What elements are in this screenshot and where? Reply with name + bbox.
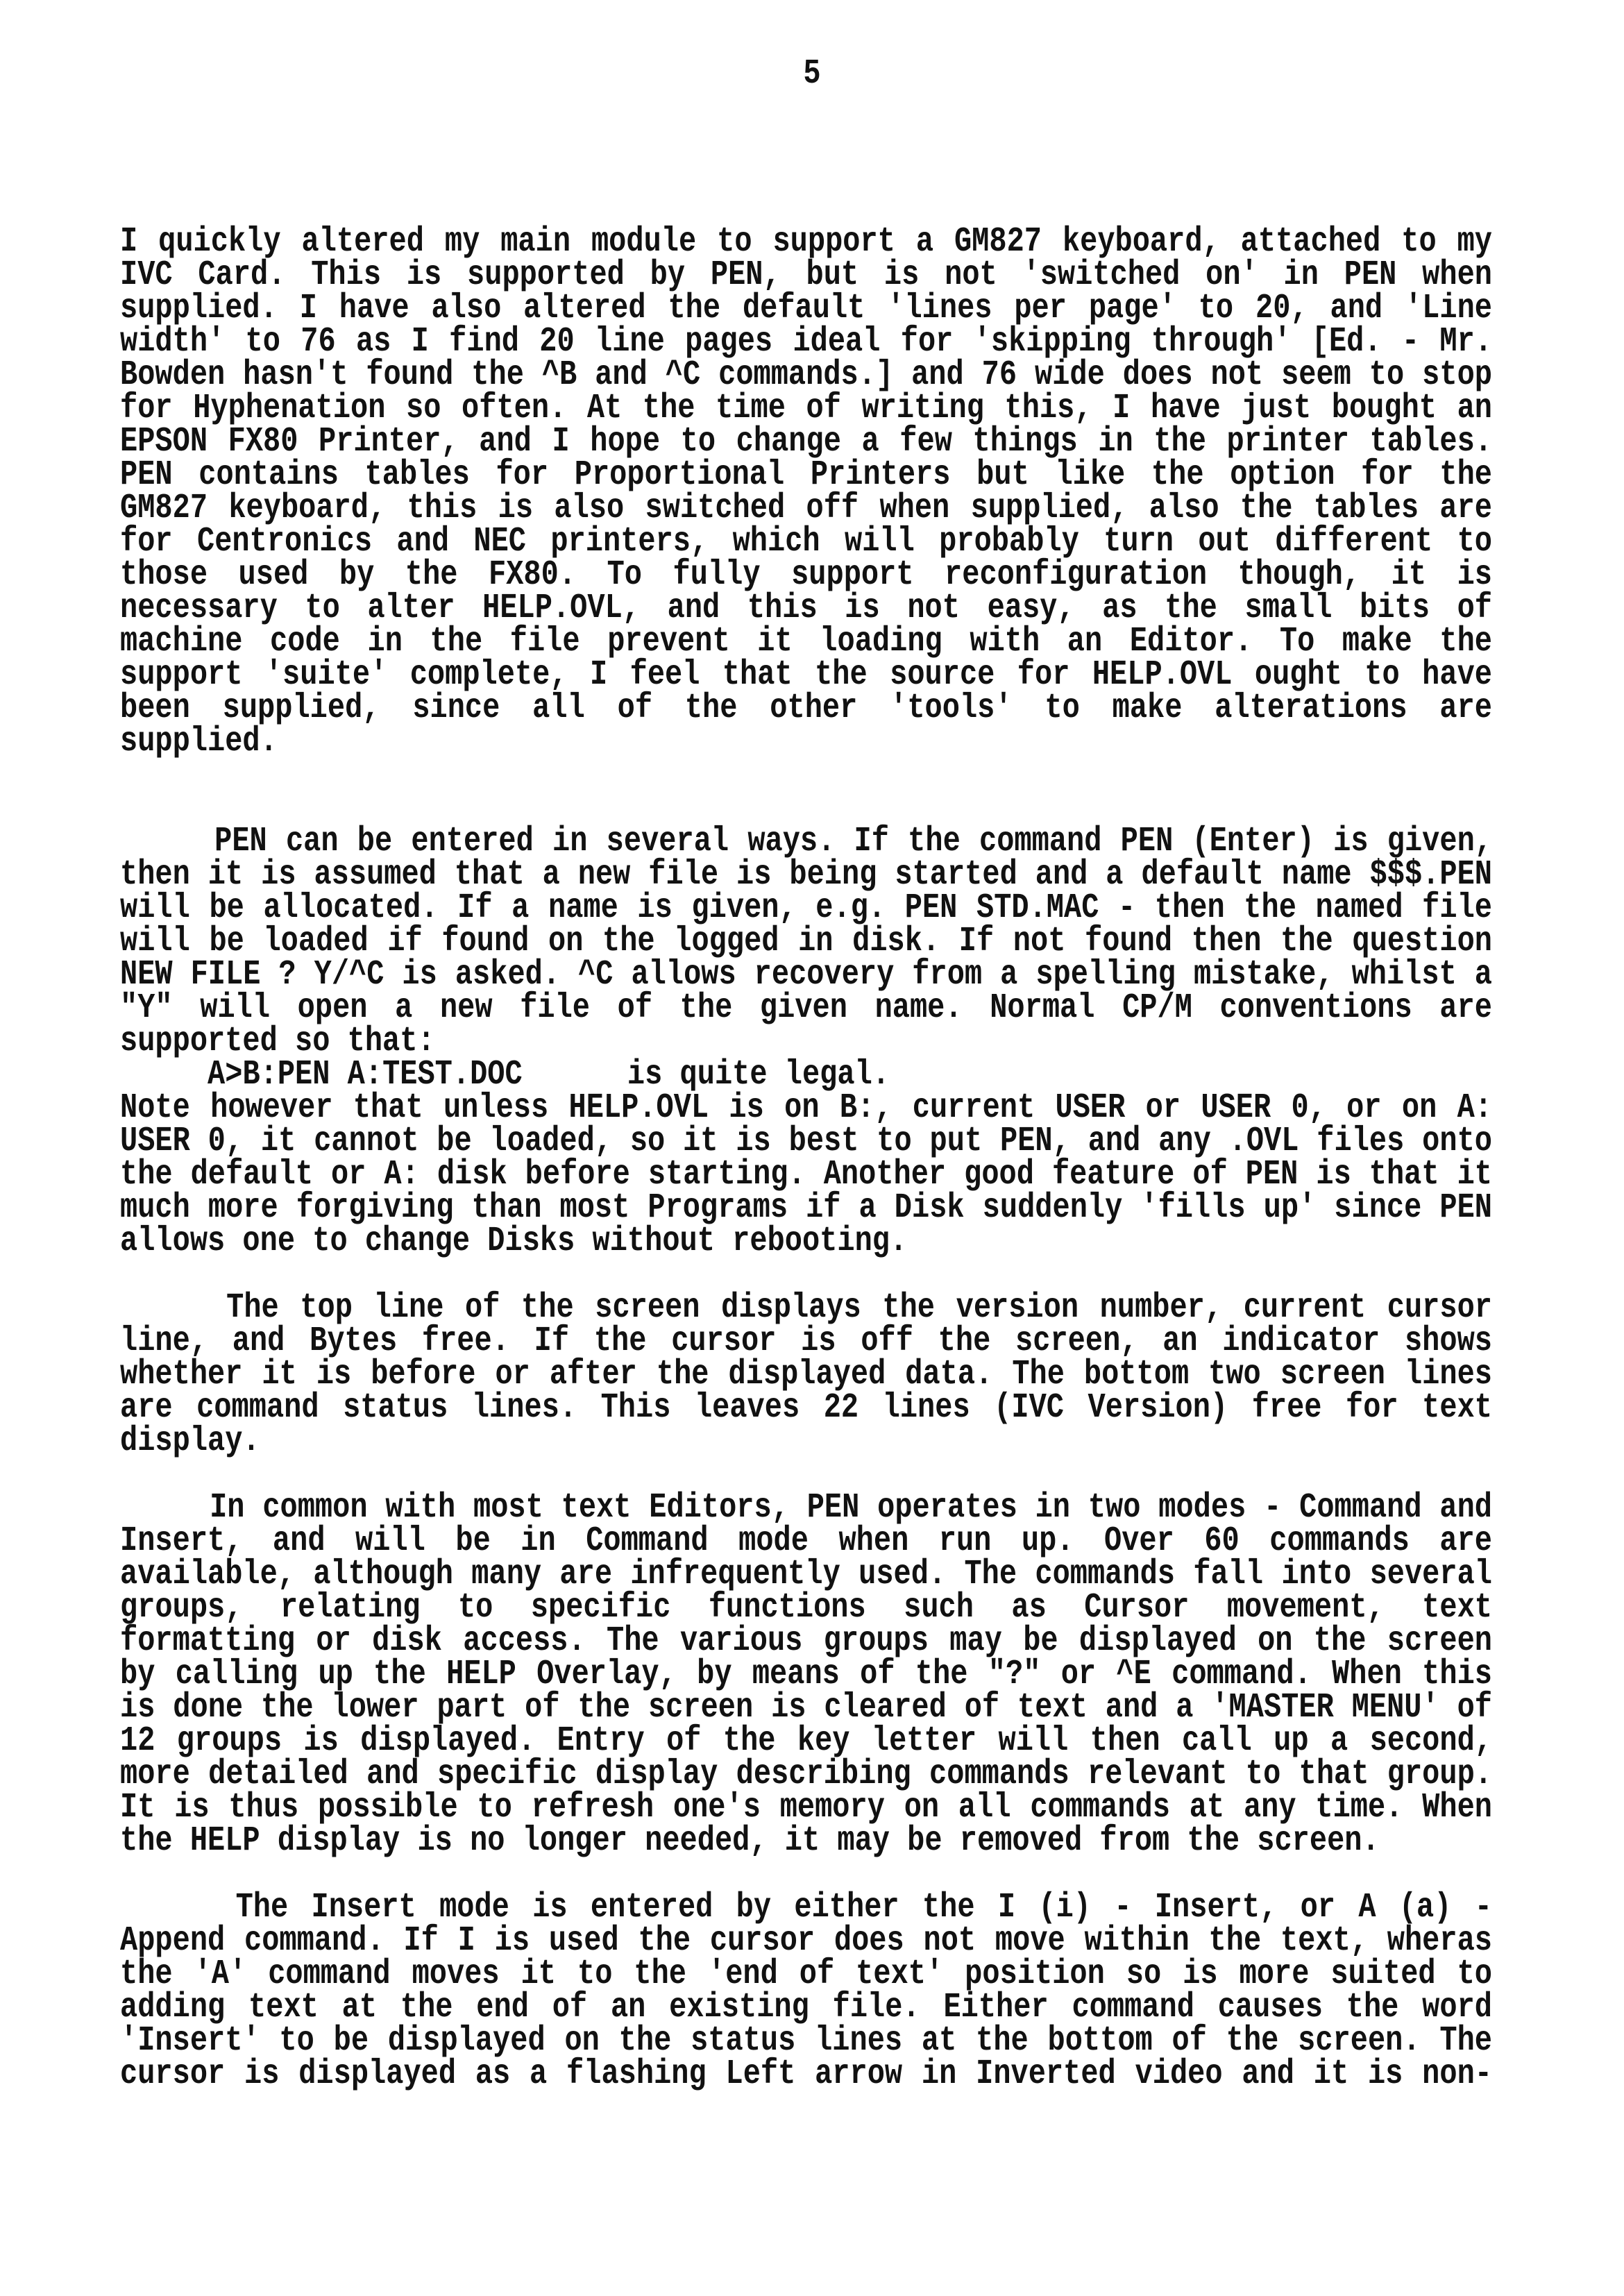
text-line: will be allocated. If a name is given, e.g. PEN STD.MAC - then the named file xyxy=(120,888,1492,928)
text-line: adding text at the end of an existing file. Either command causes the word xyxy=(120,1987,1492,2027)
text-line: necessary to alter HELP.OVL, and this is not easy, as the small bits of xyxy=(120,588,1492,628)
text-line: supplied. xyxy=(120,721,278,761)
paragraph xyxy=(120,1887,1492,2094)
text-line: been supplied, since all of the other 'tools' to make alterations are xyxy=(120,688,1492,728)
page-number: 5 xyxy=(803,53,821,94)
text-line: The Insert mode is entered by either the I (i) - Insert, or A (a) - xyxy=(120,1887,1492,1927)
text-line: PEN contains tables for Proportional Printers but like the option for the xyxy=(120,455,1492,495)
document-body xyxy=(120,221,1492,2094)
text-line: then it is assumed that a new file is being started and a default name $$$.PEN xyxy=(120,854,1492,895)
text-line: the default or A: disk before starting. Another good feature of PEN is that it xyxy=(120,1154,1492,1195)
paragraph xyxy=(120,221,1492,761)
text-line: Append command. If I is used the cursor does not move within the text, wheras xyxy=(120,1921,1492,1961)
text-line: 'Insert' to be displayed on the status lines at the bottom of the screen. The xyxy=(120,2020,1492,2061)
text-line: for Centronics and NEC printers, which will probably turn out different to xyxy=(120,521,1492,562)
text-line: for Hyphenation so often. At the time of writing this, I have just bought an xyxy=(120,388,1492,428)
text-line: 12 groups is displayed. Entry of the key letter will then call up a second, xyxy=(120,1721,1492,1761)
text-line: much more forgiving than most Programs if a Disk suddenly 'fills up' since PEN xyxy=(120,1188,1492,1228)
text-line: USER 0, it cannot be loaded, so it is best to put PEN, and any .OVL files onto xyxy=(120,1121,1492,1161)
text-line: supplied. I have also altered the default 'lines per page' to 20, and 'Line xyxy=(120,288,1492,328)
text-line: are command status lines. This leaves 22 lines (IVC Version) free for text xyxy=(120,1387,1492,1428)
text-line: Insert, and will be in Command mode when run up. Over 60 commands are xyxy=(120,1521,1492,1561)
text-line: A>B:PEN A:TEST.DOC is quite legal. xyxy=(120,1054,890,1095)
text-line: groups, relating to specific functions such as Cursor movement, text xyxy=(120,1587,1492,1628)
paragraph xyxy=(120,821,1492,1261)
text-line: supported so that: xyxy=(120,1021,435,1061)
text-line: the 'A' command moves it to the 'end of text' position so is more suited to xyxy=(120,1954,1492,1994)
text-line: In common with most text Editors, PEN operates in two modes - Command and xyxy=(120,1487,1492,1528)
text-line: allows one to change Disks without rebooting. xyxy=(120,1221,908,1261)
text-line: width' to 76 as I find 20 line pages ideal for 'skipping through' [Ed. - Mr. xyxy=(120,321,1492,362)
text-line: by calling up the HELP Overlay, by means of the "?" or ^E command. When this xyxy=(120,1654,1492,1694)
paragraph xyxy=(120,1288,1492,1461)
paragraph xyxy=(120,1487,1492,1861)
text-line: GM827 keyboard, this is also switched off when supplied, also the tables are xyxy=(120,488,1492,528)
text-line: It is thus possible to refresh one's memory on all commands at any time. When xyxy=(120,1787,1492,1827)
text-line: support 'suite' complete, I feel that the source for HELP.OVL ought to have xyxy=(120,655,1492,695)
text-line: available, although many are infrequently used. The commands fall into several xyxy=(120,1554,1492,1594)
text-line: I quickly altered my main module to support a GM827 keyboard, attached to my xyxy=(120,221,1492,262)
text-line: Note however that unless HELP.OVL is on B:, current USER or USER 0, or on A: xyxy=(120,1088,1492,1128)
text-line: PEN can be entered in several ways. If the command PEN (Enter) is given, xyxy=(120,821,1492,861)
text-line: the HELP display is no longer needed, it may be removed from the screen. xyxy=(120,1821,1380,1861)
text-line: NEW FILE ? Y/^C is asked. ^C allows recovery from a spelling mistake, whilst a xyxy=(120,954,1492,995)
text-line: machine code in the file prevent it loading with an Editor. To make the xyxy=(120,621,1492,661)
text-line: those used by the FX80. To fully support reconfiguration though, it is xyxy=(120,555,1492,595)
text-line: IVC Card. This is supported by PEN, but is not 'switched on' in PEN when xyxy=(120,255,1492,295)
text-line: whether it is before or after the displayed data. The bottom two screen lines xyxy=(120,1354,1492,1394)
text-line: Bowden hasn't found the ^B and ^C commands.] and 76 wide does not seem to stop xyxy=(120,355,1492,395)
text-line: will be loaded if found on the logged in disk. If not found then the question xyxy=(120,921,1492,961)
text-line: more detailed and specific display describing commands relevant to that group. xyxy=(120,1754,1492,1794)
text-line: formatting or disk access. The various groups may be displayed on the screen xyxy=(120,1621,1492,1661)
text-line: line, and Bytes free. If the cursor is off the screen, an indicator shows xyxy=(120,1321,1492,1361)
text-line: is done the lower part of the screen is cleared of text and a 'MASTER MENU' of xyxy=(120,1687,1492,1728)
text-line: "Y" will open a new file of the given name. Normal CP/M conventions are xyxy=(120,988,1492,1028)
text-line: display. xyxy=(120,1421,260,1461)
text-line: EPSON FX80 Printer, and I hope to change a few things in the printer tables. xyxy=(120,421,1492,462)
text-line: cursor is displayed as a flashing Left arrow in Inverted video and it is non- xyxy=(120,2054,1492,2094)
text-line: The top line of the screen displays the version number, current cursor xyxy=(120,1288,1492,1328)
